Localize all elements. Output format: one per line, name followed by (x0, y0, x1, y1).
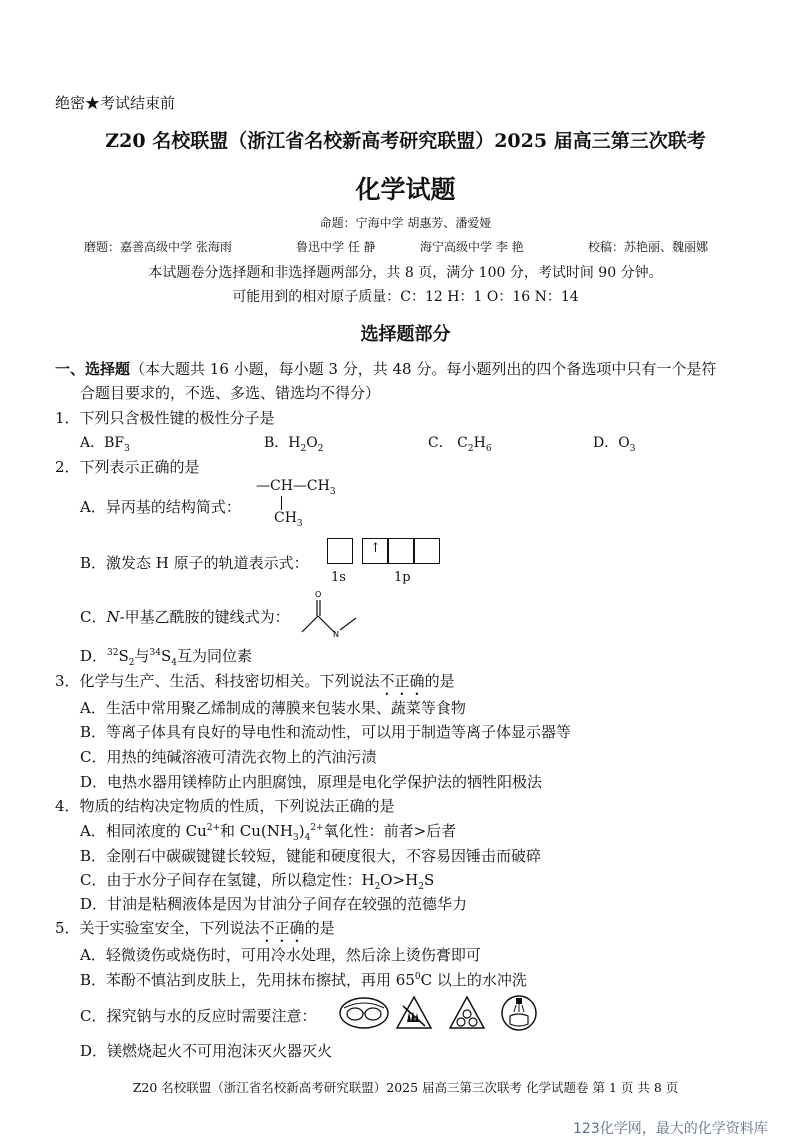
q3-stem (55, 670, 455, 699)
exam-info: 本试题卷分选择题和非选择题两部分，共 8 页，满分 100 分，考试时间 90 分钟。 (148, 265, 663, 281)
q2-c-rest: -甲基乙酰胺的键线式为： (119, 608, 290, 626)
q2-d-sub1: 2 (128, 658, 135, 668)
q1-b-sub2: 2 (317, 443, 324, 454)
q5-b-end: C 以上的水冲洗 (420, 971, 527, 989)
q2-d-mid: 与 (134, 647, 150, 665)
part1-label: 一、选择题 (55, 360, 131, 378)
page-footer: Z20 名校联盟（浙江省名校新高考研究联盟）2025 届高三第三次联考 化学试题卷 第 1 页 共 8 页 (132, 1080, 679, 1095)
ch-group: CH (270, 478, 293, 494)
q2-stem: 2．下列表示正确的是 (55, 458, 200, 476)
q4-a-sup1: 2+ (206, 823, 221, 833)
q3-option-a: A．生活中常用聚乙烯制成的薄膜来包装水果、蔬菜等食物 (80, 699, 466, 717)
nitrogen-label: N (333, 630, 339, 638)
q4-stem: 4．物质的结构决定物质的性质，下列说法正确的是 (55, 797, 395, 815)
ch3-bottom-text: CH (274, 510, 297, 526)
q5-stem-pre: 5．关于实验室安全，下列说法 (55, 919, 260, 937)
q1-option-d (593, 432, 635, 454)
no-hand-icon (395, 994, 433, 1032)
q4-option-c (80, 869, 434, 892)
q3-stem-emphasis: 不正确 (379, 672, 425, 690)
q2-d-sub2: 4 (171, 658, 177, 668)
bond-2 (318, 616, 334, 632)
q4-a-sup2: 2+ (310, 823, 324, 833)
orbital-1p-box-3 (414, 538, 440, 564)
q5-stem-post: 的是 (304, 919, 335, 937)
q1-d-sub: 3 (629, 443, 636, 454)
q4-a-sub: 3 (293, 833, 299, 843)
q5-stem-emphasis: 不正确 (259, 919, 305, 937)
q4-option-b: B．金刚石中碳碳键键长较短，键能和硬度很大，不容易因锤击而破碎 (80, 847, 542, 865)
q1-b-mid: O (306, 435, 318, 451)
q4-a-mid: 和 Cu(NH (220, 822, 293, 840)
bond-left: — (256, 478, 270, 494)
q2-option-a: A．异丙基的结构简式： (80, 498, 241, 516)
ch3-bottom (274, 510, 303, 529)
reviewer-1: 磨题：嘉善高级中学 张海雨 (84, 240, 232, 254)
q2-d-end: 互为同位素 (176, 647, 252, 665)
bond-1 (302, 616, 318, 632)
orbital-1s-box (327, 538, 353, 564)
ch3-right: CH (306, 478, 330, 494)
oxygen-label: O (315, 590, 322, 599)
q1-stem: 1．下列只含极性键的极性分子是 (55, 409, 275, 427)
q1-option-b (264, 432, 323, 454)
q2-d-mass1: 32 (107, 648, 119, 658)
bond-right: — (292, 478, 307, 494)
q5-b-sup: 0 (414, 972, 421, 982)
q4-a-end: 氧化性：前者>后者 (323, 822, 457, 840)
q3-option-c: C．用热的纯碱溶液可清洗衣物上的汽油污渍 (80, 748, 377, 766)
part1-desc-cont: 合题目要求的，不选、多选、错选均不得分） (80, 384, 381, 402)
subject-title: 化学试题 (355, 175, 456, 204)
q1-c-sub1: 2 (467, 443, 474, 454)
bond-3 (340, 618, 356, 630)
orbital-1p-label: 1p (394, 570, 411, 585)
q2-d-s1: S (118, 647, 129, 665)
reviewer-3: 海宁高级中学 李 艳 (420, 240, 524, 254)
q5-option-c: C．探究钠与水的反应时需要注意： (80, 1007, 317, 1025)
secret-label: 绝密★考试结束前 (55, 94, 176, 112)
ch3-bottom-sub: 3 (296, 518, 303, 529)
q4-c-pre: C．由于水分子间存在氢键，所以稳定性：H (80, 871, 375, 889)
isopropyl-structure (256, 478, 336, 497)
part1-desc: （本大题共 16 小题，每小题 3 分，共 48 分。每小题列出的四个备选项中只有一个是符 (130, 360, 717, 378)
goggles-icon (338, 994, 390, 1032)
q1-a-text: A．BF (80, 435, 125, 451)
q1-c-mid: H (473, 435, 486, 451)
q4-c-end: S (423, 871, 435, 889)
q1-b-text: B．H (264, 435, 301, 451)
ch3-right-sub: 3 (329, 486, 336, 497)
q2-d-mass2: 34 (149, 648, 161, 658)
q4-a-sub2: 4 (304, 833, 311, 843)
q1-c-text: C． C (428, 435, 468, 451)
authors-line: 命题：宁海中学 胡惠芳、潘爱娅 (319, 216, 492, 230)
q2-c-italic: N (106, 608, 120, 626)
amide-skeletal-formula (298, 588, 360, 638)
watermark: 123化学网，最大的化学资料库 (573, 1121, 768, 1137)
q4-c-sub2: 2 (418, 882, 424, 892)
section-title: 选择题部分 (360, 324, 451, 345)
q2-d-prefix: D． (80, 647, 108, 665)
reviewer-4: 校稿：苏艳丽、魏丽娜 (588, 240, 709, 254)
q2-option-d (80, 645, 252, 668)
q4-option-d: D．甘油是粘稠液体是因为甘油分子间存在较强的范德华力 (80, 895, 468, 913)
q1-a-sub: 3 (124, 443, 130, 454)
wash-hands-icon (500, 994, 538, 1032)
q1-option-a (80, 432, 130, 454)
q3-option-b: B．等离子体具有良好的导电性和流动性，可以用于制造等离子体显示器等 (80, 723, 572, 741)
q1-c-sub2: 6 (485, 443, 492, 454)
q2-option-b: B．激发态 H 原子的轨道表示式： (80, 554, 309, 572)
q2-option-c (80, 606, 290, 627)
q4-c-mid: O>H (380, 871, 419, 889)
exam-title: Z20 名校联盟（浙江省名校新高考研究联盟）2025 届高三第三次联考 (105, 130, 706, 152)
reviewer-2: 鲁迅中学 任 静 (296, 240, 376, 254)
q1-d-text: D．O (593, 435, 630, 451)
q1-option-c (428, 432, 492, 454)
q4-a-mid2: ) (298, 822, 305, 840)
q3-stem-post: 的是 (424, 672, 455, 690)
q4-a-pre: A．相同浓度的 Cu (80, 822, 207, 840)
q3-option-d: D．电热水器用镁棒防止内胆腐蚀，原理是电化学保护法的牺牲阳极法 (80, 773, 543, 791)
up-arrow-icon: ↑ (370, 541, 381, 556)
atomic-mass-line: 可能用到的相对原子质量：C：12 H：1 O：16 N：14 (232, 289, 579, 305)
orbital-1p-box-2 (388, 538, 414, 564)
q1-b-sub1: 2 (300, 443, 307, 454)
q2-c-prefix: C． (80, 608, 107, 626)
q2-d-s2: S (160, 647, 172, 665)
q5-option-b (80, 969, 527, 990)
part1-instructions (55, 358, 716, 379)
q3-stem-pre: 3．化学与生产、生活、科技密切相关。下列说法 (55, 672, 380, 690)
q5-stem (55, 917, 335, 946)
orbital-1s-label: 1s (331, 570, 346, 585)
orbital-1p-box-1 (362, 538, 388, 564)
q5-option-a: A．轻微烫伤或烧伤时，可用冷水处理，然后涂上烫伤膏即可 (80, 946, 481, 964)
q5-option-d: D．镁燃烧起火不可用泡沫灭火器灭火 (80, 1042, 333, 1060)
q4-c-sub1: 2 (374, 882, 381, 892)
vertical-bond (281, 496, 282, 510)
explosion-icon (448, 994, 486, 1032)
q5-b-pre: B．苯酚不慎沾到皮肤上，先用抹布擦拭，再用 65 (80, 971, 415, 989)
q4-option-a (80, 820, 456, 843)
